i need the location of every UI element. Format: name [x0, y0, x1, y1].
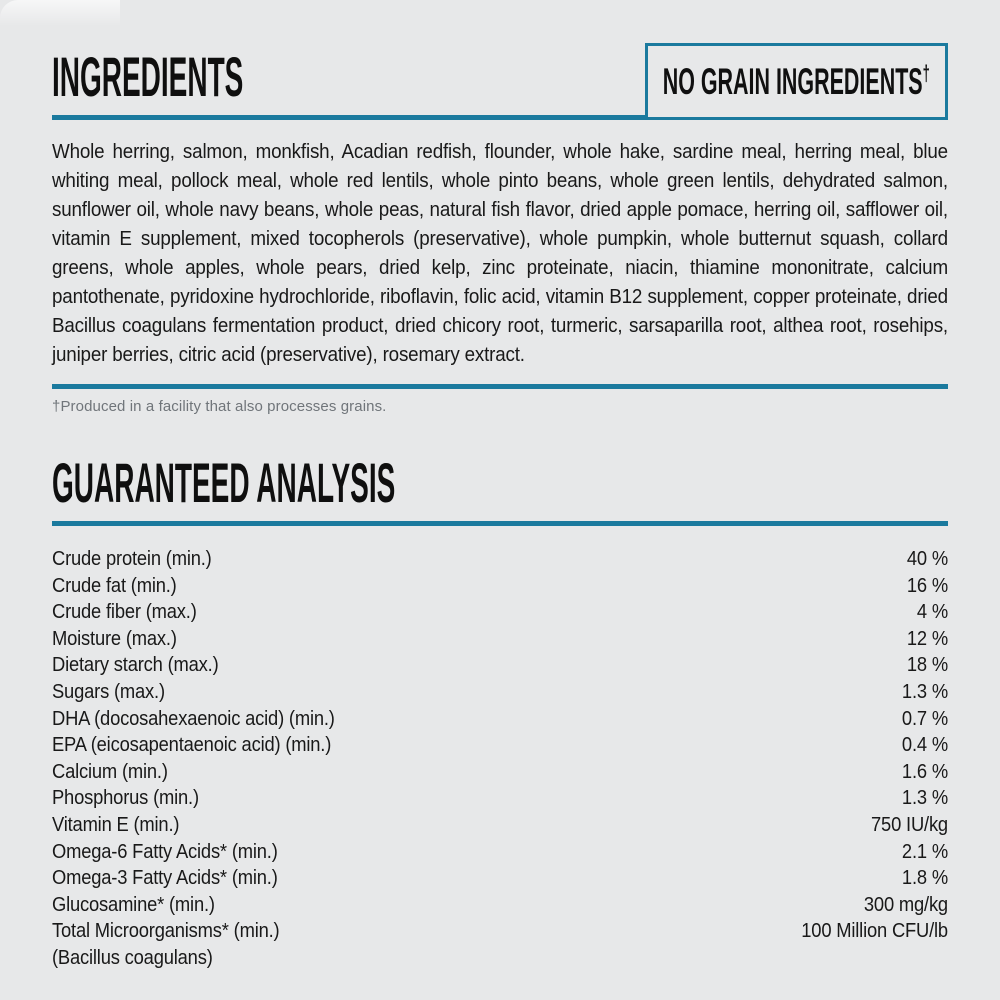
row-value: 2.1 % — [901, 840, 948, 863]
row-value: 300 mg/kg — [863, 893, 948, 916]
table-row — [52, 865, 948, 892]
row-value: 0.7 % — [901, 707, 948, 730]
row-label: Crude protein (min.) — [52, 548, 212, 570]
row-label: Vitamin E (min.) — [52, 813, 180, 836]
ingredients-title-text: INGREDIENTS — [52, 45, 244, 108]
row-label: Total Microorganisms* (min.) — [52, 920, 280, 943]
table-row — [52, 652, 948, 679]
ingredients-header — [52, 46, 948, 120]
table-row — [52, 546, 948, 573]
row-label: Omega-3 Fatty Acids* (min.) — [52, 867, 278, 890]
row-value: 0.4 % — [901, 734, 948, 757]
ingredients-text: Whole herring, salmon, monkfish, Acadian redfish, flounder, whole hake, sardine meal, herring meal, blue whiting meal, pollock meal, whole red lentils, whole pinto beans, whole green lentils, dehydrated salmon, sunflower oil, whole navy beans, whole peas, natural fish flavor, dried apple pomace, herring oil, safflower oil, vitamin E supplement, mixed tocopherols (preservative), whole pumpkin, whole butternut squash, collard greens, whole apples, whole pears, dried kelp, zinc proteinate, niacin, thiamine mononitrate, calcium pantothenate, pyridoxine hydrochloride, riboflavin, folic acid, vitamin B12 supplement, copper proteinate, dried Bacillus coagulans fermentation product, dried chicory root, turmeric, sarsaparilla root, althea root, rosehips, juniper berries, citric acid (preservative), rosemary extract. — [52, 140, 948, 366]
table-row — [52, 945, 948, 972]
guaranteed-analysis-header — [52, 452, 948, 526]
table-row — [52, 785, 948, 812]
row-value: 12 % — [906, 627, 948, 650]
row-value: 750 IU/kg — [871, 813, 948, 836]
row-value: 1.6 % — [901, 760, 948, 783]
table-row — [52, 706, 948, 733]
no-grain-badge — [645, 43, 948, 120]
grain-facility-footnote: †Produced in a facility that also processes grains. — [52, 398, 387, 415]
row-label: Phosphorus (min.) — [52, 787, 199, 810]
guaranteed-analysis-title — [52, 452, 948, 514]
row-label: (Bacillus coagulans) — [52, 946, 213, 969]
table-row — [52, 573, 948, 600]
row-label: Dietary starch (max.) — [52, 654, 219, 677]
divider-rule — [52, 384, 948, 389]
row-label: Crude fat (min.) — [52, 574, 177, 597]
row-value: 4 % — [916, 601, 948, 624]
table-row — [52, 599, 948, 626]
row-value: 1.3 % — [901, 680, 948, 703]
row-label: Crude fiber (max.) — [52, 601, 197, 624]
table-row — [52, 892, 948, 919]
row-label: EPA (eicosapentaenoic acid) (min.) — [52, 734, 332, 757]
card-corner-highlight — [0, 0, 120, 26]
guaranteed-analysis-title-text: GUARANTEED ANALYSIS — [52, 451, 396, 514]
no-grain-badge-label — [663, 61, 930, 103]
row-value: 16 % — [906, 574, 948, 597]
table-row — [52, 732, 948, 759]
row-value: 100 Million CFU/lb — [801, 920, 948, 943]
row-label: Calcium (min.) — [52, 760, 168, 783]
table-row — [52, 679, 948, 706]
row-label: Omega-6 Fatty Acids* (min.) — [52, 840, 278, 863]
table-row — [52, 626, 948, 653]
row-label: Sugars (max.) — [52, 680, 165, 703]
row-label: Moisture (max.) — [52, 627, 177, 650]
analysis-table — [52, 546, 948, 972]
table-row — [52, 918, 948, 945]
row-label: Glucosamine* (min.) — [52, 893, 215, 916]
row-value: 40 % — [906, 548, 948, 570]
table-row — [52, 839, 948, 866]
row-value: 18 % — [906, 654, 948, 677]
table-row — [52, 759, 948, 786]
row-label: DHA (docosahexaenoic acid) (min.) — [52, 707, 335, 730]
table-row — [52, 812, 948, 839]
no-grain-badge-text: NO GRAIN INGREDIENTS — [662, 60, 923, 102]
row-value: 1.8 % — [901, 867, 948, 890]
row-value: 1.3 % — [901, 787, 948, 810]
dagger-mark: † — [922, 60, 931, 86]
